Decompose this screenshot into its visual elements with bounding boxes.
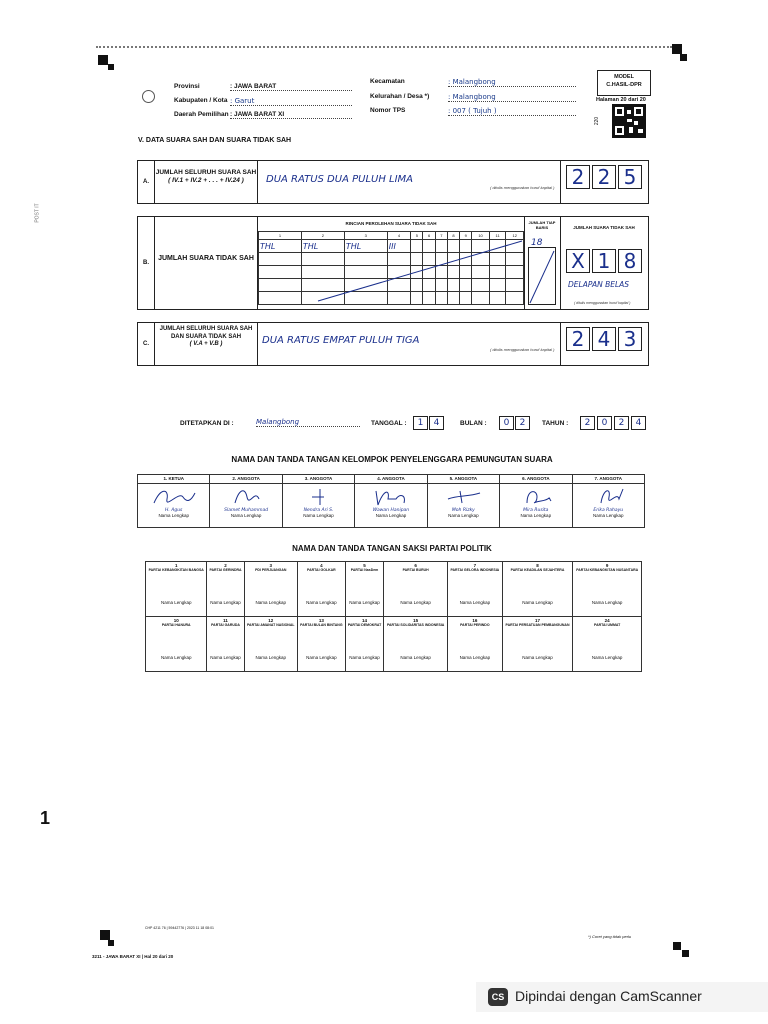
tanggal-digit: 1	[413, 416, 428, 430]
alignment-mark	[100, 930, 110, 940]
row-b-words: DELAPAN BELAS	[568, 280, 630, 289]
signature-icon	[221, 485, 271, 507]
saksi-party: PARTAI KEBANGKITAN BANGSA	[148, 568, 204, 572]
saksi-number: 15	[413, 618, 419, 623]
tally-mark: THL	[301, 240, 344, 253]
qr-code-number: 220	[594, 116, 601, 126]
row-b-hint: ( ditulis menggunakan huruf kapital )	[574, 301, 631, 305]
alignment-mark	[108, 940, 114, 946]
alignment-mark	[682, 950, 689, 957]
panitia-caption: Nama Lengkap	[593, 513, 624, 518]
kabupaten-label: Kabupaten / Kota	[174, 97, 228, 104]
saksi-cell	[502, 617, 573, 672]
tally-mark: THL	[344, 240, 387, 253]
jumlah-baris-strike	[528, 247, 556, 305]
saksi-party: PARTAI BURUH	[402, 568, 429, 572]
saksi-caption: Nama Lengkap	[349, 655, 380, 660]
row-c-box	[137, 322, 649, 366]
kecamatan-label: Kecamatan	[370, 78, 405, 85]
signature-icon	[294, 485, 344, 507]
panitia-role: 7. ANGGOTA	[572, 475, 644, 484]
saksi-number: 6	[414, 563, 417, 568]
panitia-name: Slamet Muhammad	[224, 508, 269, 513]
saksi-caption: Nama Lengkap	[160, 655, 192, 660]
kabupaten-value: : Garut	[230, 97, 255, 105]
tanggal-digit: 4	[429, 416, 444, 430]
tahun-boxes	[580, 416, 656, 430]
row-c-letter: C.	[138, 323, 155, 365]
saksi-number: 11	[223, 618, 228, 623]
dapil-label: Daerah Pemilihan	[174, 111, 229, 118]
camscanner-logo-icon: CS	[488, 988, 508, 1006]
bulan-label: BULAN :	[460, 420, 487, 427]
tally-mark: THL	[259, 240, 302, 253]
row-a-label: JUMLAH SELURUH SUARA SAH	[155, 169, 257, 176]
tahun-label: TAHUN :	[542, 420, 569, 427]
saksi-party: PARTAI GARUDA	[211, 623, 240, 627]
saksi-cell	[345, 617, 383, 672]
alignment-mark	[108, 64, 114, 70]
tally-mark: III	[387, 240, 411, 253]
saksi-number: 2	[224, 563, 227, 568]
row-a-digit: 2	[592, 165, 616, 189]
tahun-digit: 4	[631, 416, 646, 430]
tanggal-label: TANGGAL :	[371, 420, 407, 427]
row-b-digit: 8	[618, 249, 642, 273]
panitia-name: Wawan Hanipan	[372, 508, 410, 513]
tps-value: : 007 ( Tujuh )	[448, 107, 497, 115]
grid-col-header: 6	[423, 232, 435, 240]
row-a-box	[137, 160, 649, 204]
saksi-number: 1	[174, 563, 178, 568]
grid-col-header: 7	[435, 232, 447, 240]
saksi-number: 7	[473, 563, 477, 568]
saksi-caption: Nama Lengkap	[591, 600, 623, 605]
panitia-table	[137, 474, 645, 528]
footer-page-note: 3211 - JAWA BARAT XI | Hal 20 dari 20	[92, 954, 174, 959]
saksi-caption: Nama Lengkap	[459, 600, 491, 605]
post-it-label: POST IT	[34, 203, 41, 223]
saksi-party: PARTAI KEBANGKITAN NUSANTARA	[576, 568, 639, 572]
grid-col-header: 10	[472, 232, 489, 240]
panitia-role: 6. ANGGOTA	[500, 475, 572, 484]
total-tidak-sah-label: JUMLAH SUARA TIDAK SAH	[573, 225, 635, 230]
saksi-cell	[297, 562, 345, 617]
saksi-cell	[244, 562, 297, 617]
saksi-party: PDI PERJUANGAN	[255, 568, 287, 572]
grid-strike-line	[258, 231, 524, 305]
tahun-digit: 2	[614, 416, 629, 430]
kelurahan-value: : Malangbong	[448, 93, 496, 101]
tahun-digit: 2	[580, 416, 595, 430]
saksi-cell	[146, 617, 207, 672]
saksi-party: PARTAI GELORA INDONESIA	[450, 568, 500, 572]
rincian-title: RINCIAN PEROLEHAN SUARA TIDAK SAH	[345, 221, 437, 226]
grid-col-header: 11	[489, 232, 506, 240]
panitia-cell	[355, 484, 427, 528]
grid-col-header: 3	[344, 232, 387, 240]
saksi-cell	[207, 562, 244, 617]
saksi-caption: Nama Lengkap	[306, 600, 337, 605]
panitia-role: 1. KETUA	[138, 475, 210, 484]
saksi-number: 10	[173, 618, 179, 623]
section-title: V. DATA SUARA SAH DAN SUARA TIDAK SAH	[138, 137, 292, 144]
saksi-cell	[448, 617, 503, 672]
saksi-cell	[573, 617, 642, 672]
saksi-number: 16	[472, 618, 478, 623]
signature-icon	[366, 485, 416, 507]
row-b-letter: B.	[138, 217, 155, 309]
saksi-caption: Nama Lengkap	[400, 600, 431, 605]
ditetapkan-value: Malangbong	[256, 418, 360, 427]
alignment-mark	[673, 942, 681, 950]
saksi-party: PARTAI KEADILAN SEJAHTERA	[510, 568, 565, 572]
saksi-caption: Nama Lengkap	[459, 655, 491, 660]
saksi-number: 4	[320, 563, 323, 568]
saksi-caption: Nama Lengkap	[255, 655, 286, 660]
saksi-party: PARTAI UMMAT	[594, 623, 621, 627]
saksi-table	[145, 561, 642, 672]
row-c-digit: 2	[566, 327, 590, 351]
row-b-digit: 1	[592, 249, 616, 273]
footer-code: CHP 4211 76 | 59442776 | 2023 11 18 08:01	[145, 926, 214, 930]
grid-col-header: 12	[506, 232, 524, 240]
panitia-cell	[138, 484, 210, 528]
saksi-party: PARTAI PERSATUAN PEMBANGUNAN	[505, 623, 570, 627]
saksi-cell	[384, 562, 448, 617]
saksi-caption: Nama Lengkap	[306, 655, 337, 660]
saksi-cell	[384, 617, 448, 672]
grid-col-header: 8	[447, 232, 459, 240]
qr-code-icon	[612, 104, 646, 138]
saksi-caption: Nama Lengkap	[255, 600, 286, 605]
row-a-letter: A.	[138, 161, 155, 203]
side-number: 1	[40, 808, 51, 828]
row-b-label: JUMLAH SUARA TIDAK SAH	[158, 255, 254, 262]
bulan-digit: 0	[499, 416, 514, 430]
ditetapkan-label: DITETAPKAN DI :	[180, 420, 234, 427]
signature-icon	[149, 485, 199, 507]
saksi-cell	[502, 562, 573, 617]
provinsi-label: Provinsi	[174, 83, 200, 90]
panitia-caption: Nama Lengkap	[448, 513, 479, 518]
model-value: C.HASIL-DPR	[606, 82, 642, 88]
saksi-party: PARTAI SOLIDARITAS INDONESIA	[386, 623, 445, 627]
saksi-number: 14	[362, 618, 368, 623]
saksi-party: PARTAI BULAN BINTANG	[300, 623, 343, 627]
signature-icon	[438, 485, 488, 507]
row-a-digit: 2	[566, 165, 590, 189]
grid-col-header: 2	[301, 232, 344, 240]
row-c-digit: 4	[592, 327, 616, 351]
panitia-name: H. Agus	[165, 508, 183, 513]
tanggal-boxes	[413, 416, 453, 430]
signature-icon	[511, 485, 561, 507]
bulan-digit: 2	[515, 416, 530, 430]
saksi-number: 17	[534, 618, 540, 623]
alignment-mark	[98, 55, 108, 65]
saksi-party: PARTAI HANURA	[161, 623, 191, 627]
grid-col-header: 5	[411, 232, 423, 240]
panitia-cell	[210, 484, 282, 528]
row-a-formula: ( IV.1 + IV.2 + . . . + IV.24 )	[168, 177, 244, 184]
saksi-cell	[207, 617, 244, 672]
dapil-value: : JAWA BARAT XI	[230, 111, 285, 118]
panitia-cell	[427, 484, 499, 528]
bulan-boxes	[499, 416, 539, 430]
saksi-caption: Nama Lengkap	[400, 655, 431, 660]
alignment-mark	[672, 44, 682, 54]
signature-icon	[583, 485, 633, 507]
saksi-number: 24	[604, 618, 610, 623]
footer-coret: *) Coret yang tidak perlu	[588, 934, 632, 939]
halaman-label: Halaman 20 dari 20	[596, 97, 646, 103]
panitia-name: Mira Rusita	[523, 508, 549, 513]
panitia-caption: Nama Lengkap	[230, 513, 262, 518]
row-a-hint: ( ditulis menggunakan huruf kapital )	[490, 185, 555, 190]
saksi-party: PARTAI PERINDO	[460, 623, 490, 627]
camscanner-label: Dipindai dengan CamScanner	[515, 988, 702, 1004]
saksi-caption: Nama Lengkap	[210, 655, 241, 660]
saksi-number: 5	[363, 563, 366, 568]
kelurahan-label: Kelurahan / Desa *)	[370, 93, 430, 100]
panitia-role: 4. ANGGOTA	[355, 475, 427, 484]
row-a-digit: 5	[618, 165, 642, 189]
panitia-caption: Nama Lengkap	[303, 513, 334, 518]
alignment-mark	[680, 54, 687, 61]
saksi-number: 8	[536, 563, 539, 568]
row-c-label: JUMLAH SELURUH SUARA SAH DAN SUARA TIDAK SAH	[159, 326, 253, 340]
tps-label: Nomor TPS	[370, 107, 406, 114]
panitia-role: 2. ANGGOTA	[210, 475, 282, 484]
panitia-name: Moh Rizky	[451, 508, 475, 513]
saksi-caption: Nama Lengkap	[160, 600, 192, 605]
row-c-words: DUA RATUS EMPAT PULUH TIGA	[262, 335, 420, 346]
saksi-number: 9	[605, 563, 609, 568]
saksi-caption: Nama Lengkap	[349, 600, 380, 605]
row-c-hint: ( ditulis menggunakan huruf kapital )	[490, 347, 555, 352]
saksi-caption: Nama Lengkap	[522, 655, 553, 660]
panitia-name: Erika Rahayu	[593, 508, 624, 513]
saksi-party: PARTAI NasDem	[350, 568, 379, 572]
row-a-words: DUA RATUS DUA PULUH LIMA	[266, 174, 414, 185]
grid-col-header: 4	[387, 232, 411, 240]
perforation-line	[96, 46, 672, 48]
kpu-logo-icon	[142, 90, 155, 103]
panitia-caption: Nama Lengkap	[158, 513, 189, 518]
saksi-number: 3	[269, 563, 272, 568]
panitia-caption: Nama Lengkap	[520, 513, 552, 518]
saksi-number: 13	[318, 618, 324, 623]
grid-col-header: 1	[259, 232, 302, 240]
saksi-cell	[146, 562, 207, 617]
model-label: MODEL	[614, 74, 634, 80]
panitia-title: NAMA DAN TANDA TANGAN KELOMPOK PENYELENGGARA PEMUNGUTAN SUARA	[231, 455, 553, 464]
saksi-number: 12	[268, 618, 274, 623]
kecamatan-value: : Malangbong	[448, 78, 496, 86]
panitia-cell	[282, 484, 354, 528]
saksi-party: PARTAI AMANAT NASIONAL	[246, 623, 295, 627]
row-c-digit: 3	[618, 327, 642, 351]
grid-col-header: 9	[460, 232, 472, 240]
camscanner-badge	[476, 982, 768, 1012]
model-box	[597, 70, 651, 96]
saksi-cell	[297, 617, 345, 672]
saksi-title: NAMA DAN TANDA TANGAN SAKSI PARTAI POLITIK	[292, 544, 492, 553]
saksi-cell	[345, 562, 383, 617]
saksi-cell	[573, 562, 642, 617]
tahun-digit: 0	[597, 416, 612, 430]
saksi-caption: Nama Lengkap	[591, 655, 623, 660]
provinsi-value: : JAWA BARAT	[230, 83, 277, 90]
saksi-party: PARTAI GERINDRA	[209, 568, 242, 572]
row-b-box	[137, 216, 649, 310]
panitia-cell	[500, 484, 572, 528]
saksi-cell	[244, 617, 297, 672]
panitia-caption: Nama Lengkap	[375, 513, 407, 518]
saksi-party: PARTAI DEMOKRAT	[347, 623, 382, 627]
panitia-role: 3. ANGGOTA	[282, 475, 354, 484]
saksi-cell	[448, 562, 503, 617]
saksi-party: PARTAI GOLKAR	[307, 568, 336, 572]
row-c-formula: ( V.A + V.B )	[189, 341, 223, 347]
jumlah-baris-label: JUMLAH TIAP BARIS	[528, 220, 556, 230]
panitia-cell	[572, 484, 644, 528]
jumlah-baris-value: 18	[531, 238, 543, 248]
panitia-name: Nendra Ari S.	[303, 508, 334, 513]
saksi-caption: Nama Lengkap	[210, 600, 241, 605]
panitia-role: 5. ANGGOTA	[427, 475, 499, 484]
row-b-digit: X	[566, 249, 590, 273]
saksi-caption: Nama Lengkap	[522, 600, 553, 605]
